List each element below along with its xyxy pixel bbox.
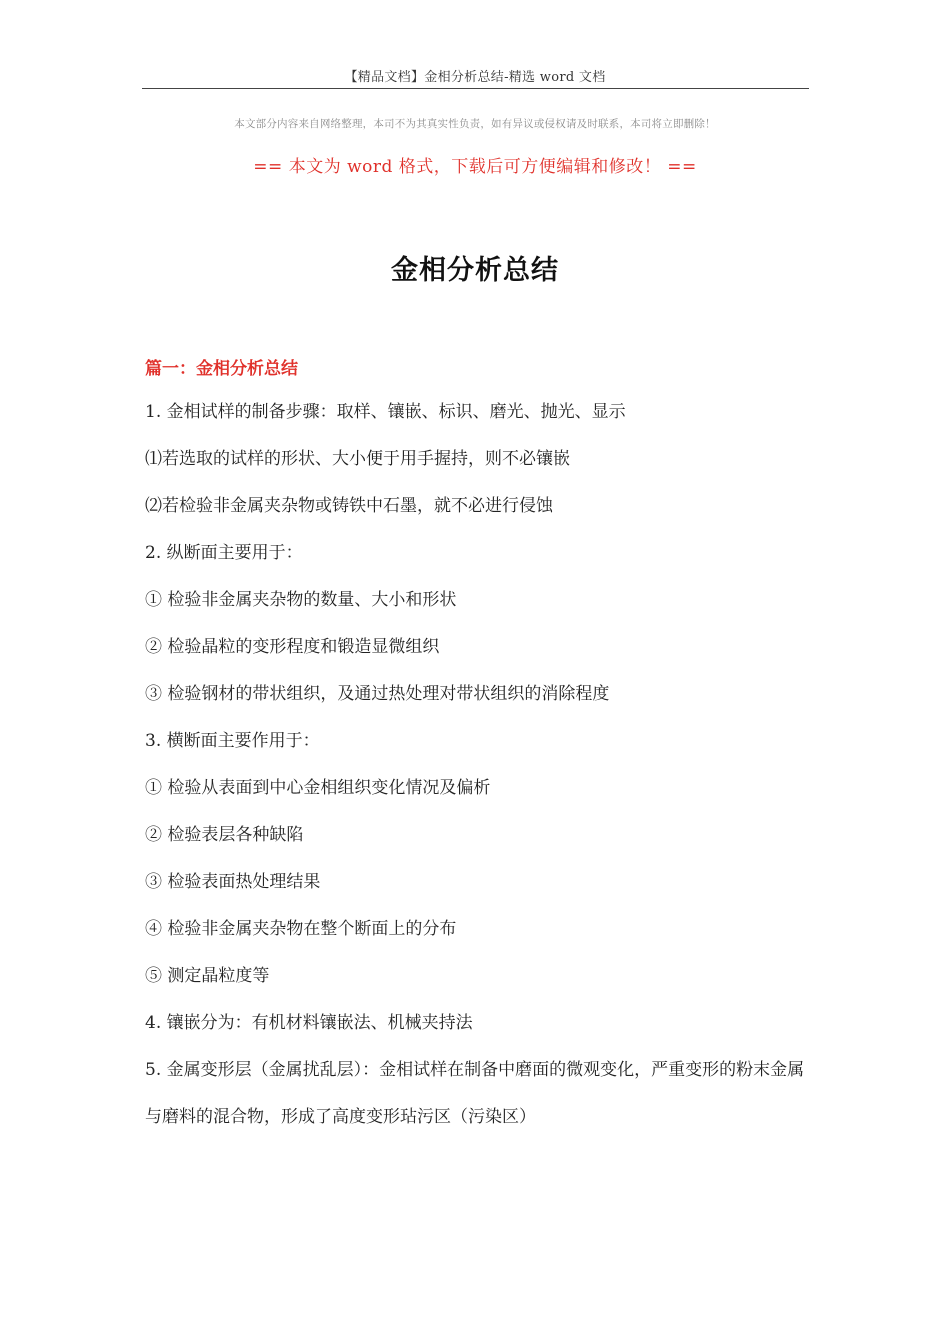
- paragraph-16: 与磨料的混合物，形成了高度变形玷污区（污染区）: [145, 1107, 536, 1127]
- paragraph-15: 5. 金属变形层（金属扰乱层）：金相试样在制备中磨面的微观变化，严重变形的粉末金属: [145, 1060, 805, 1080]
- paragraph-10: ② 检验表层各种缺陷: [145, 825, 304, 845]
- paragraph-13: ⑤ 测定晶粒度等: [145, 966, 270, 986]
- paragraph-12: ④ 检验非金属夹杂物在整个断面上的分布: [145, 919, 457, 939]
- paragraph-8: 3. 横断面主要作用于：: [145, 731, 320, 751]
- paragraph-4: 2. 纵断面主要用于：: [145, 543, 303, 563]
- paragraph-1: 1. 金相试样的制备步骤：取样、镶嵌、标识、磨光、抛光、显示: [145, 402, 626, 422]
- paragraph-11: ③ 检验表面热处理结果: [145, 872, 321, 892]
- paragraph-5: ① 检验非金属夹杂物的数量、大小和形状: [145, 590, 457, 610]
- header-divider: [142, 88, 809, 89]
- document-body: [145, 400, 810, 1152]
- paragraph-9: ① 检验从表面到中心金相组织变化情况及偏析: [145, 778, 491, 798]
- document-title: 金相分析总结: [391, 255, 559, 286]
- word-format-notice: == 本文为 word 格式，下载后可方便编辑和修改！ ==: [253, 157, 697, 177]
- paragraph-3: ⑵若检验非金属夹杂物或铸铁中石墨，就不必进行侵蚀: [145, 496, 553, 516]
- paragraph-2: ⑴若选取的试样的形状、大小便于用手握持，则不必镶嵌: [145, 449, 570, 469]
- paragraph-6: ② 检验晶粒的变形程度和锻造显微组织: [145, 637, 440, 657]
- section-heading: 篇一：金相分析总结: [145, 359, 298, 379]
- disclaimer-text: 本文部分内容来自网络整理，本司不为其真实性负责，如有异议或侵权请及时联系，本司将立即删除！: [234, 118, 716, 130]
- paragraph-14: 4. 镶嵌分为：有机材料镶嵌法、机械夹持法: [145, 1013, 473, 1033]
- paragraph-7: ③ 检验钢材的带状组织，及通过热处理对带状组织的消除程度: [145, 684, 610, 704]
- page-header-title: 【精品文档】金相分析总结-精选 word 文档: [344, 70, 606, 85]
